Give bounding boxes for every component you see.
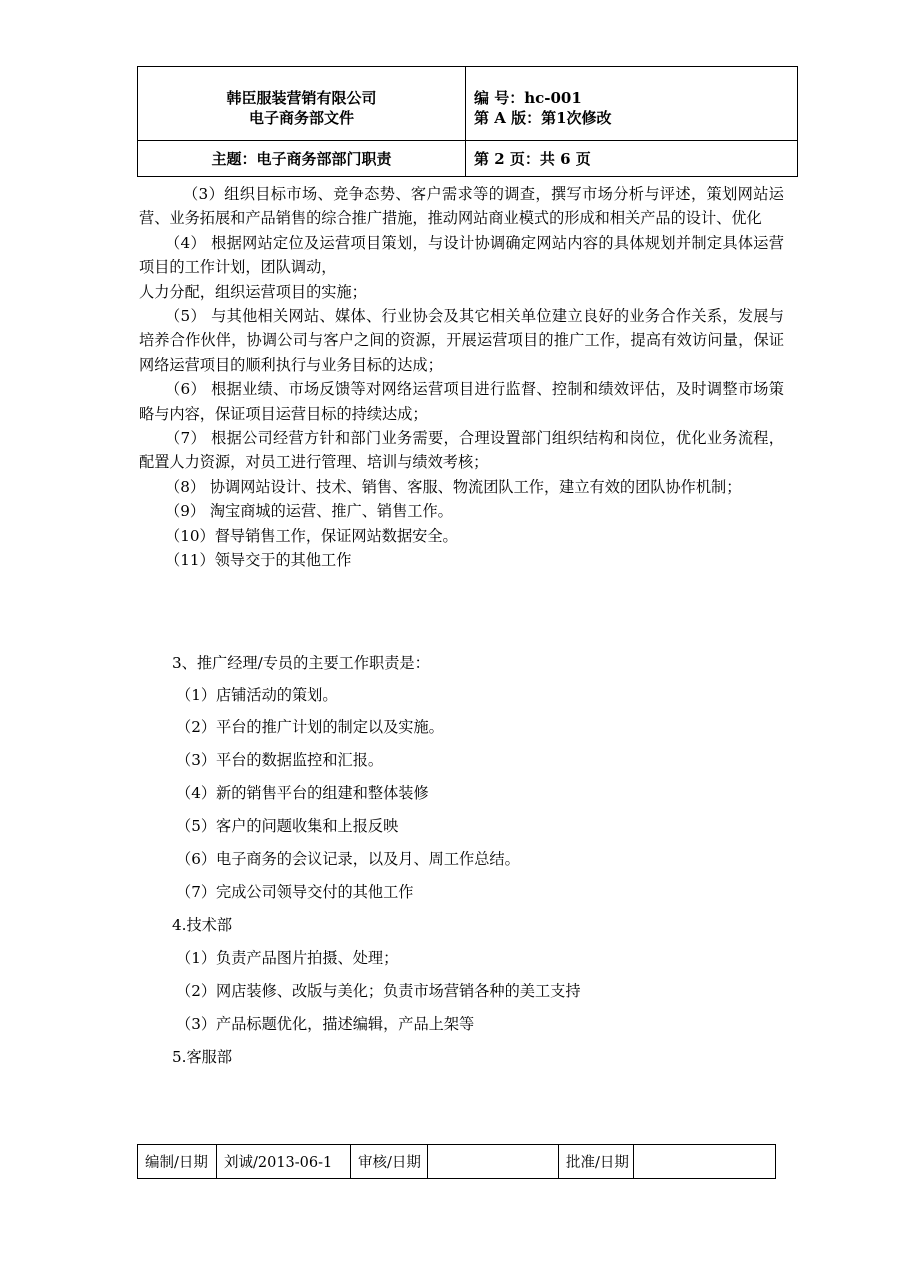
list-item: （2）平台的推广计划的制定以及实施。 [176,718,444,736]
duty-paragraph: （9） 淘宝商城的运营、推广、销售工作。 [165,502,453,521]
section-2-duties [139,182,784,573]
document-header-table [137,66,798,177]
page-info: 第 2 页：共 6 页 [466,141,798,177]
list-item: （7）完成公司领导交付的其他工作 [176,883,414,901]
list-item: （3）平台的数据监控和汇报。 [176,751,384,769]
approved-label: 批准/日期 [559,1145,634,1179]
version-info: 第 A 版：第1次修改 [466,110,798,141]
duty-paragraph: （10）督导销售工作，保证网站数据安全。 [165,526,458,545]
duty-paragraph: 人力分配，组织运营项目的实施； [139,282,367,301]
list-item: （1）负责产品图片拍摄、处理； [176,949,399,967]
list-item: （6）电子商务的会议记录，以及月、周工作总结。 [176,850,520,868]
list-item: （2）网店装修、改版与美化；负责市场营销各种的美工支持 [176,982,581,1000]
list-item: （4）新的销售平台的组建和整体装修 [176,784,429,802]
list-item: （3）产品标题优化，描述编辑，产品上架等 [176,1015,475,1033]
list-item: （5）客户的问题收集和上报反映 [176,817,399,835]
approved-value [634,1145,776,1179]
document-number: 编 号：hc-001 [466,67,798,111]
reviewed-value [428,1145,559,1179]
duty-paragraph: （5） 与其他相关网站、媒体、行业协会及其它相关单位建立良好的业务合作关系，发展与培养合作伙伴，协调公司与客户之间的资源，开展运营项目的推广工作，提高有效访问量，保证网络运营项目的顺利执行与业务目标的达成； [139,307,784,374]
company-name: 韩臣服装营销有限公司 [138,67,466,111]
document-subject: 主题：电子商务部部门职责 [138,141,466,177]
list-item: （1）店铺活动的策划。 [176,686,338,704]
approval-table [137,1144,776,1179]
duty-paragraph: （4） 根据网站定位及运营项目策划，与设计协调确定网站内容的具体规划并制定具体运营项目的工作计划，团队调动， [139,233,784,277]
duty-paragraph: （7） 根据公司经营方针和部门业务需要，合理设置部门组织结构和岗位，优化业务流程，配置人力资源，对员工进行管理、培训与绩效考核； [139,429,784,472]
duty-paragraph: （6） 根据业绩、市场反馈等对网络运营项目进行监督、控制和绩效评估，及时调整市场策略与内容，保证项目运营目标的持续达成； [139,380,784,423]
prepared-label: 编制/日期 [138,1145,217,1179]
duty-paragraph: （11）领导交于的其他工作 [165,551,352,570]
duty-paragraph: （8） 协调网站设计、技术、销售、客服、物流团队工作，建立有效的团队协作机制； [165,477,742,496]
section-4-heading: 4.技术部 [172,916,233,934]
duty-paragraph: （3）组织目标市场、竞争态势、客户需求等的调查，撰写市场分析与评述，策划网站运营、业务拓展和产品销售的综合推广措施，推动网站商业模式的形成和相关产品的设计、优化 [139,185,784,228]
prepared-value: 刘诚/2013-06-1 [217,1145,351,1179]
section-5-heading: 5.客服部 [172,1048,233,1066]
department-document: 电子商务部文件 [138,110,466,141]
reviewed-label: 审核/日期 [351,1145,428,1179]
section-3-heading: 3、推广经理/专员的主要工作职责是： [172,654,430,672]
